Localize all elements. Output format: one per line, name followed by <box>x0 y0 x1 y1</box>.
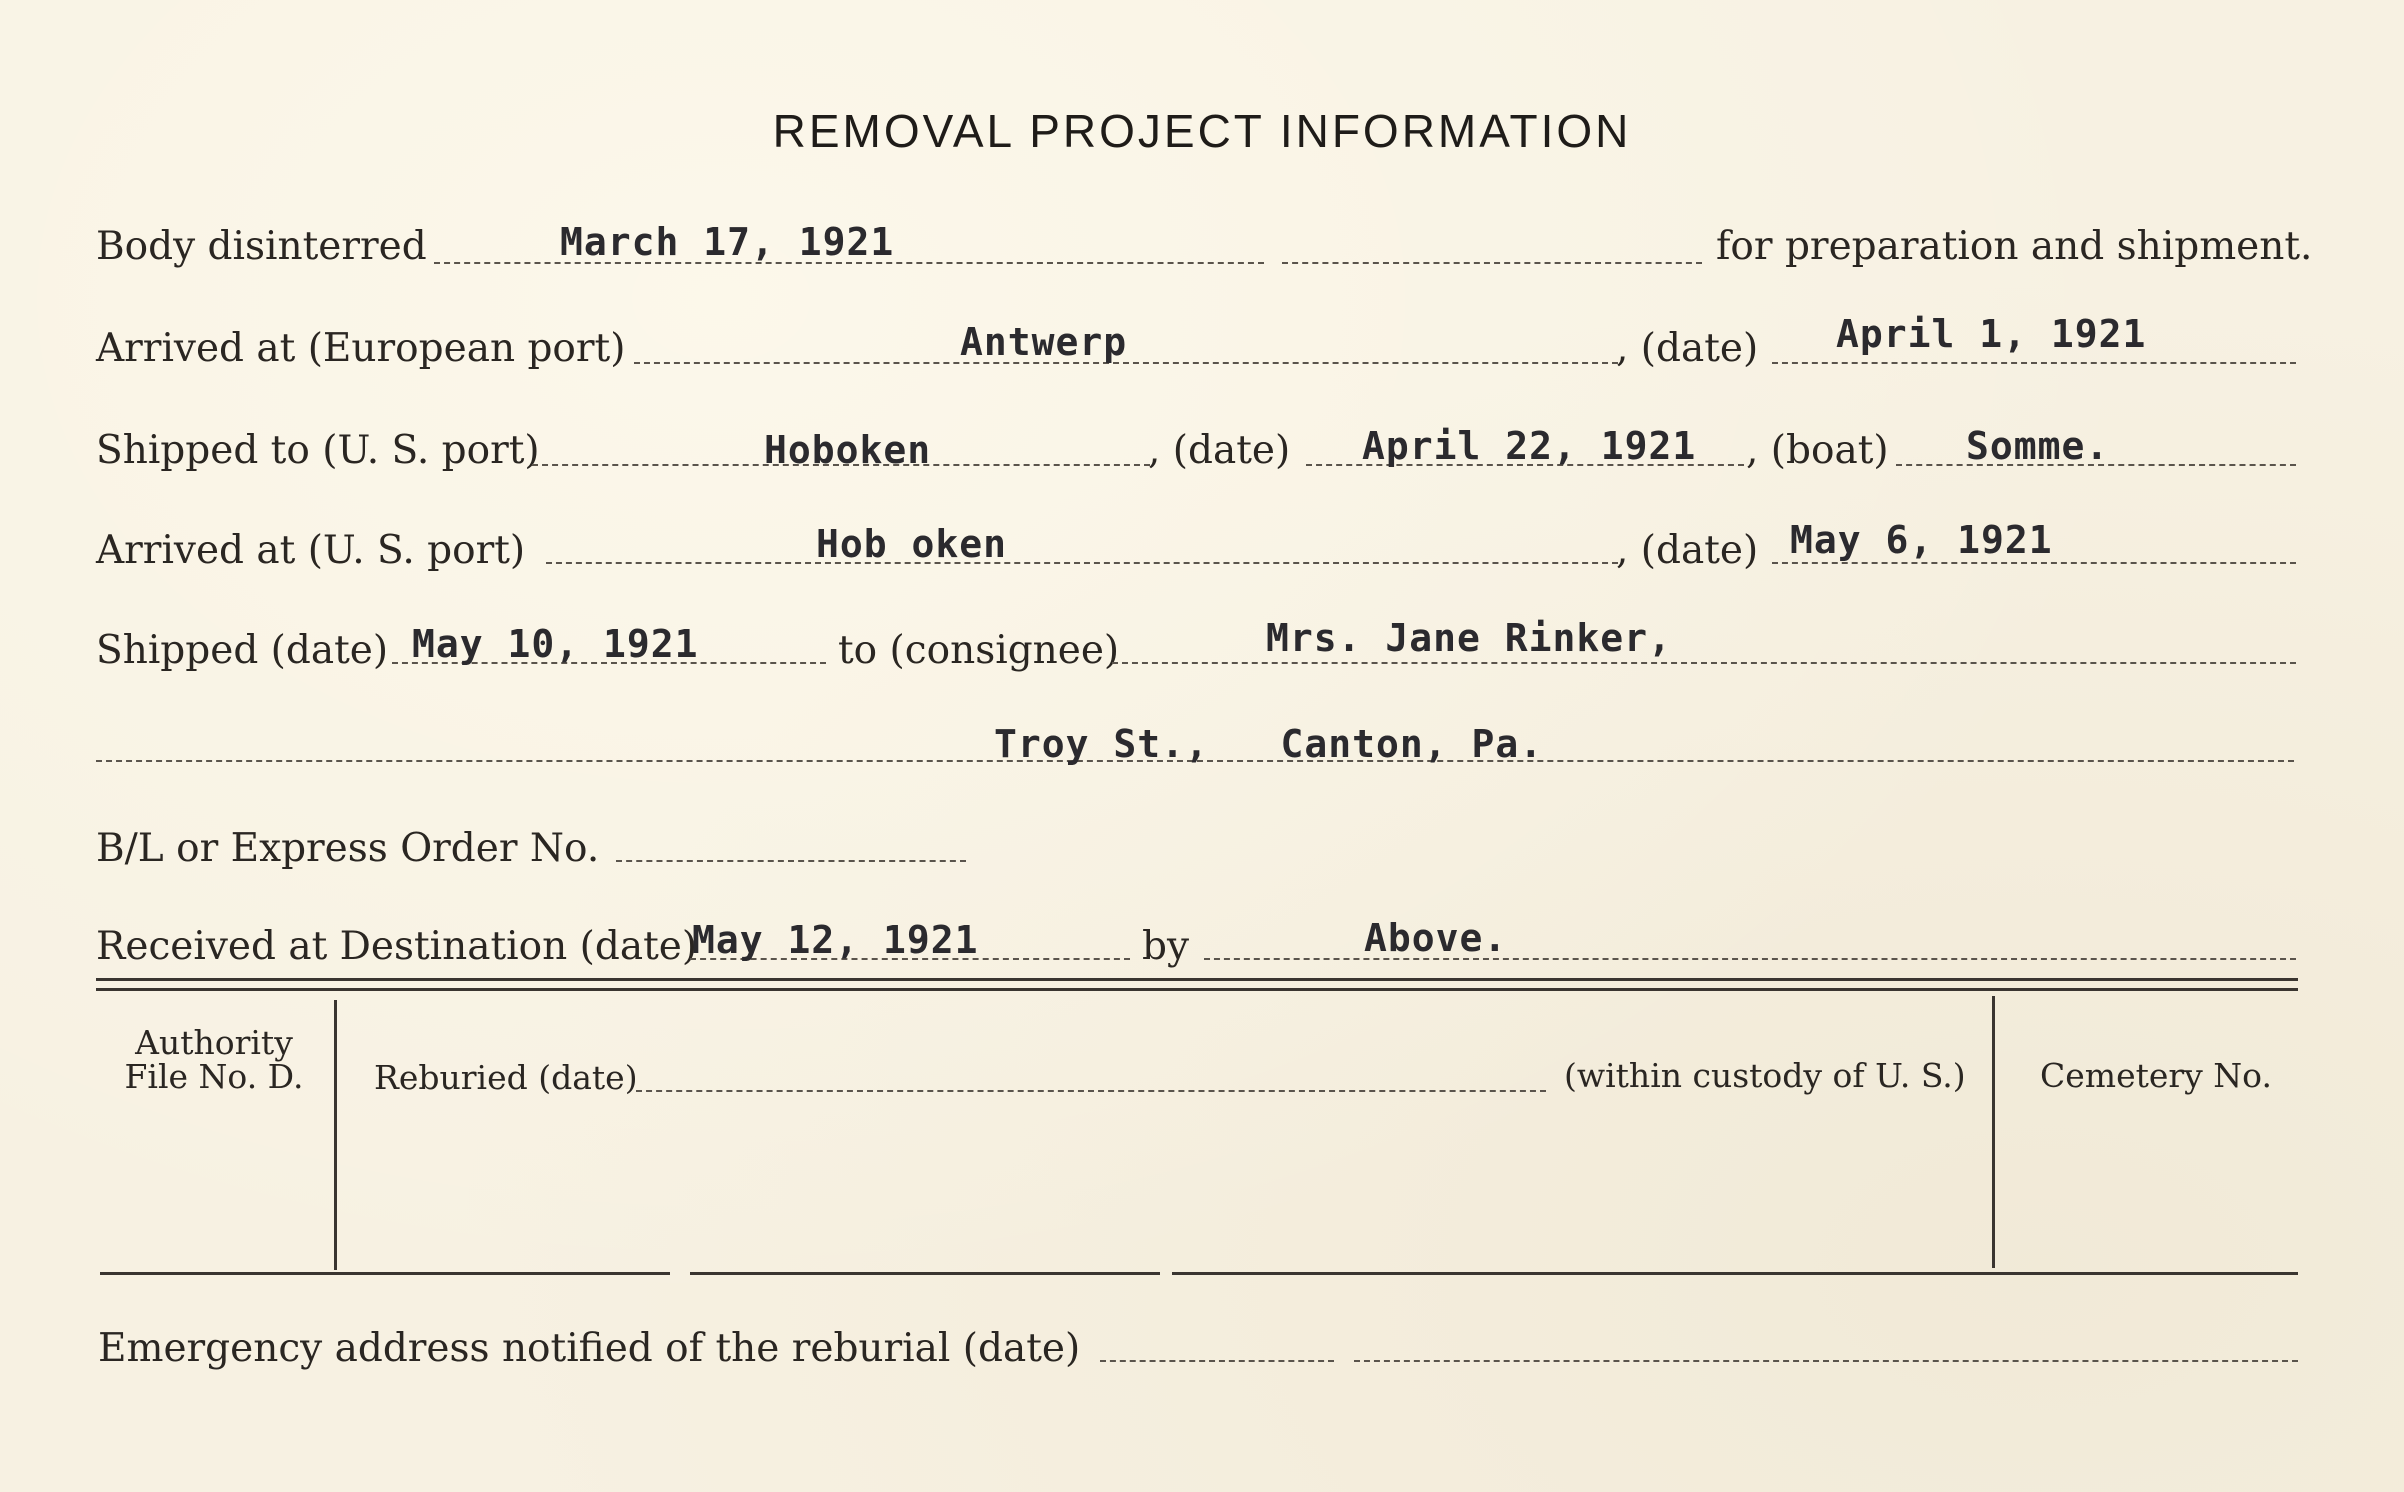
body-disinterred-label: Body disinterred <box>96 224 427 269</box>
authority-line-2: File No. D. <box>124 1057 304 1096</box>
us-port-arrived-value[interactable]: Hob oken <box>816 522 1008 566</box>
consignee-label: to (consignee) <box>838 628 1120 673</box>
arrived-european-label: Arrived at (European port) <box>96 326 626 371</box>
page-title: REMOVAL PROJECT INFORMATION <box>772 105 1632 157</box>
reburied-line <box>636 1090 1546 1092</box>
shipped-out-date-label: Shipped (date) <box>96 628 389 673</box>
consignee-value[interactable]: Mrs. Jane Rinker, <box>1266 616 1672 660</box>
us-port-shipped-value[interactable]: Hoboken <box>764 428 932 472</box>
arrived-date-line <box>1772 562 2296 564</box>
box-divider-right <box>1992 996 1995 1268</box>
us-port-arrived-line <box>546 562 1618 564</box>
disinterred-line-2 <box>1282 262 1702 264</box>
consignee-line <box>1112 662 2296 664</box>
reburied-label: Reburied (date) <box>374 1058 638 1097</box>
bl-order-label: B/L or Express Order No. <box>96 826 600 871</box>
shipped-date-label: , (date) <box>1148 428 1291 473</box>
received-by-value[interactable]: Above. <box>1364 916 1508 960</box>
by-label: by <box>1142 924 1189 969</box>
box-bottom-2 <box>690 1272 1160 1275</box>
bl-order-line <box>616 860 966 862</box>
boat-value[interactable]: Somme. <box>1966 424 2110 468</box>
received-label: Received at Destination (date) <box>96 924 698 969</box>
box-bottom-3 <box>1172 1272 2298 1275</box>
shipped-to-us-label: Shipped to (U. S. port) <box>96 428 540 473</box>
shipped-out-date-value[interactable]: May 10, 1921 <box>412 622 699 666</box>
european-date-label: , (date) <box>1616 326 1759 371</box>
received-date-value[interactable]: May 12, 1921 <box>692 918 979 962</box>
within-custody-label: (within custody of U. S.) <box>1564 1056 1966 1095</box>
emergency-line <box>1100 1360 1334 1362</box>
emergency-label: Emergency address notified of the reburial (date) <box>98 1326 1081 1371</box>
european-date-line <box>1772 362 2296 364</box>
arrived-us-label: Arrived at (U. S. port) <box>96 528 526 573</box>
european-port-value[interactable]: Antwerp <box>960 320 1128 364</box>
divider-top-2 <box>96 988 2298 991</box>
arrived-date-label: , (date) <box>1616 528 1759 573</box>
authority-line-1: Authority <box>135 1023 293 1062</box>
authority-label <box>96 1023 332 1096</box>
boat-label: , (boat) <box>1746 428 1889 473</box>
european-date-value[interactable]: April 1, 1921 <box>1836 312 2147 356</box>
cemetery-no-label: Cemetery No. <box>2040 1056 2272 1095</box>
box-bottom-1 <box>100 1272 670 1275</box>
disinterred-date-value[interactable]: March 17, 1921 <box>560 220 895 264</box>
shipped-date-value[interactable]: April 22, 1921 <box>1362 424 1697 468</box>
for-prep-label: for preparation and shipment. <box>1716 224 2313 269</box>
divider-top <box>96 978 2298 981</box>
emergency-line-2 <box>1354 1360 2298 1362</box>
arrived-date-value[interactable]: May 6, 1921 <box>1790 518 2053 562</box>
address-value[interactable]: Troy St., Canton, Pa. <box>994 722 1544 766</box>
box-divider-left <box>334 1000 337 1270</box>
